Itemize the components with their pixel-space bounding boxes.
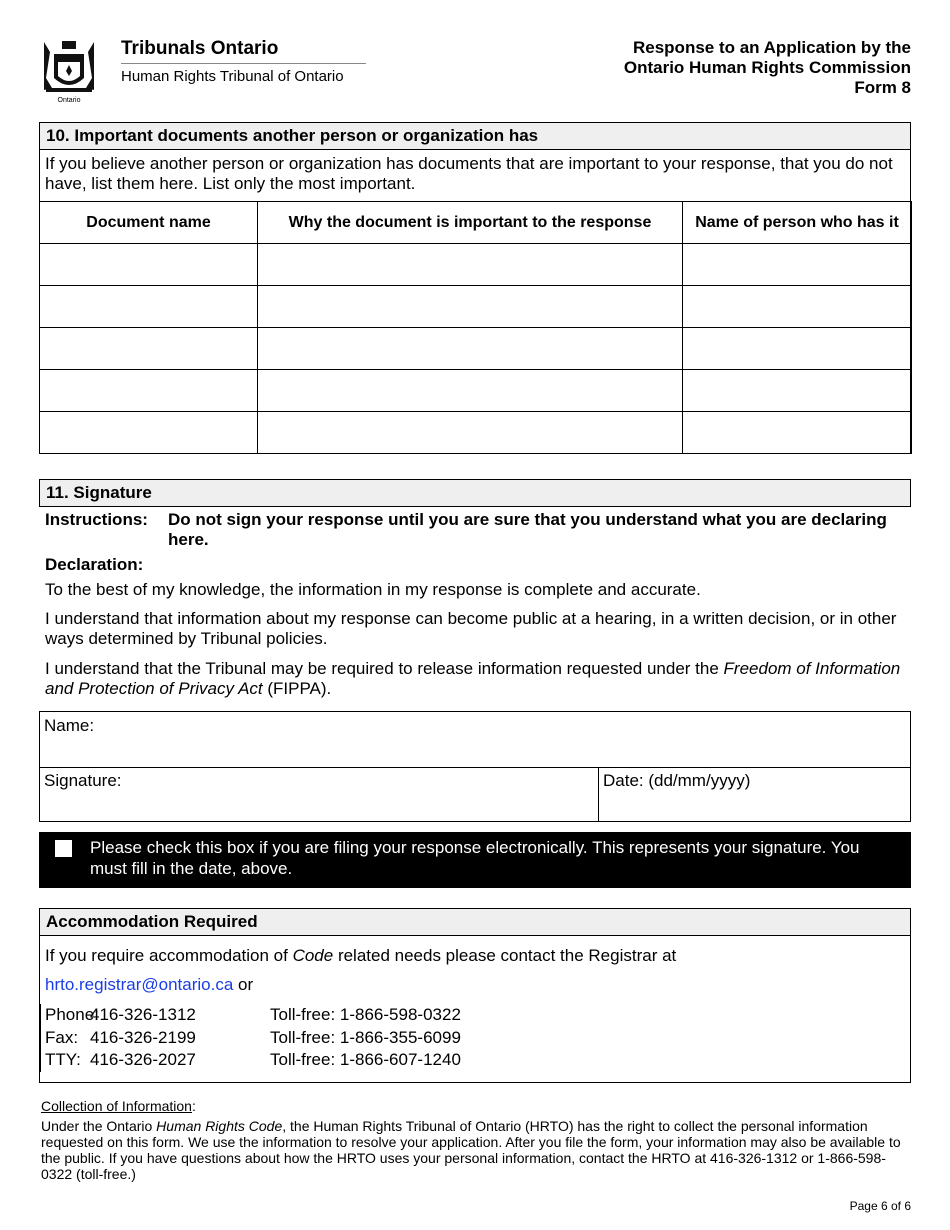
svg-text:Ontario: Ontario [57, 97, 81, 104]
collection-title-text: Collection of Information [41, 1098, 192, 1114]
electronic-filing-bar: Please check this box if you are filing your response electronically. This represents your signature. You must fill in the date, above. [39, 832, 911, 888]
contact-row [45, 1027, 461, 1050]
contacts-table [40, 1004, 461, 1072]
why-cell[interactable] [258, 370, 683, 412]
document-name-cell[interactable] [40, 370, 258, 412]
org-name: Tribunals Ontario [121, 38, 279, 59]
table-row [40, 328, 912, 370]
date-field[interactable] [600, 768, 908, 820]
form-title-line: Ontario Human Rights Commission [623, 58, 911, 77]
accommodation-text [45, 946, 676, 966]
name-input[interactable] [110, 714, 900, 764]
contact-number: 416-326-1312 [90, 1005, 196, 1024]
p3-text-end: (FIPPA). [262, 679, 332, 698]
declaration-p1: To the best of my knowledge, the information in my response is complete and accurate. [45, 580, 701, 599]
table-row [40, 244, 912, 286]
declaration-p3 [45, 659, 905, 699]
person-cell[interactable] [683, 412, 912, 454]
acc-text: If you require accommodation of [45, 946, 293, 965]
contact-label: Phone: [45, 1005, 99, 1024]
contact-tollfree: Toll-free: 1-866-607-1240 [270, 1050, 461, 1069]
accommodation-title: Accommodation Required [40, 909, 910, 936]
table-row [40, 286, 912, 328]
instructions-text: Do not sign your response until you are sure that you understand what you are declaring here. [168, 510, 887, 549]
contact-number: 416-326-2199 [90, 1027, 196, 1047]
ontario-coat-of-arms-logo [36, 38, 102, 104]
accommodation-section [39, 908, 911, 1083]
p3-text: I understand that the Tribunal may be required to release information requested under the [45, 659, 724, 678]
name-label: Name: [44, 716, 95, 735]
tribunal-name: Human Rights Tribunal of Ontario [121, 68, 344, 85]
registrar-email-link[interactable]: hrto.registrar@ontario.ca [45, 975, 234, 994]
document-name-cell[interactable] [40, 244, 258, 286]
contact-label: TTY: [45, 1050, 81, 1069]
fippa-title: Freedom of Information and Protection of Privacy Act [45, 659, 901, 698]
person-cell[interactable] [683, 370, 912, 412]
signature-field[interactable] [42, 768, 596, 820]
declaration-label: Declaration: [45, 555, 144, 574]
section-10-title: 10. Important documents another person or organization has [40, 123, 910, 150]
collection-text [41, 1118, 911, 1182]
why-cell[interactable] [258, 328, 683, 370]
person-cell[interactable] [683, 244, 912, 286]
form-number: Form 8 [854, 78, 911, 97]
section-11-title: 11. Signature [39, 479, 911, 507]
contact-row [45, 1049, 461, 1072]
why-cell[interactable] [258, 244, 683, 286]
person-cell[interactable] [683, 286, 912, 328]
or-text: or [238, 975, 254, 994]
contact-tollfree: Toll-free: 1-866-355-6099 [270, 1027, 461, 1047]
section-10 [39, 122, 911, 454]
contact-number: 416-326-2027 [90, 1050, 196, 1069]
collection-text-b: , the Human Rights Tribunal of Ontario (HRTO) has the right to collect the personal information requested on this form. We use the information to resolve your application. After you file the form, your information may also be available to the public. If you have questions about how the HRTO uses your personal information, contact the HRTO at 416-326-1312 or 1-866-598-0322 (toll-free.) [41, 1118, 901, 1182]
signature-box [39, 711, 911, 822]
document-name-cell[interactable] [40, 286, 258, 328]
code-term: Code [292, 946, 334, 965]
col-why-important: Why the document is important to the response [258, 202, 683, 244]
section-10-intro: If you believe another person or organization has documents that are important to your response, that you do not have, list them here. List only the most important. [45, 154, 893, 193]
page-number: Page 6 of 6 [849, 1199, 911, 1213]
why-cell[interactable] [258, 286, 683, 328]
col-person: Name of person who has it [683, 202, 912, 244]
col-document-name: Document name [40, 202, 258, 244]
declaration-p2: I understand that information about my response can become public at a hearing, in a written decision, or in other ways determined by Tribunal policies. [45, 609, 897, 648]
contact-label: Fax: [45, 1027, 79, 1047]
table-row [40, 412, 912, 454]
collection-title [41, 1098, 196, 1114]
document-name-cell[interactable] [40, 328, 258, 370]
header-divider [121, 63, 366, 64]
date-label: Date: (dd/mm/yyyy) [603, 771, 751, 790]
signature-label: Signature: [44, 771, 122, 790]
acc-text-end: related needs please contact the Registrar at [333, 946, 677, 965]
instructions-label: Instructions: [45, 510, 148, 529]
code-title: Human Rights Code [156, 1118, 283, 1134]
documents-table [39, 201, 912, 454]
document-name-cell[interactable] [40, 412, 258, 454]
person-cell[interactable] [683, 328, 912, 370]
form-title-line: Response to an Application by the [632, 38, 911, 57]
table-row [40, 370, 912, 412]
electronic-filing-checkbox[interactable] [55, 840, 72, 857]
divider [598, 767, 599, 822]
why-cell[interactable] [258, 412, 683, 454]
contact-row [45, 1004, 461, 1027]
colon: : [191, 1098, 196, 1114]
form-title [624, 38, 911, 98]
email-line [45, 975, 253, 995]
collection-text-a: Under the Ontario [41, 1118, 157, 1134]
contact-tollfree: Toll-free: 1-866-598-0322 [270, 1005, 461, 1024]
